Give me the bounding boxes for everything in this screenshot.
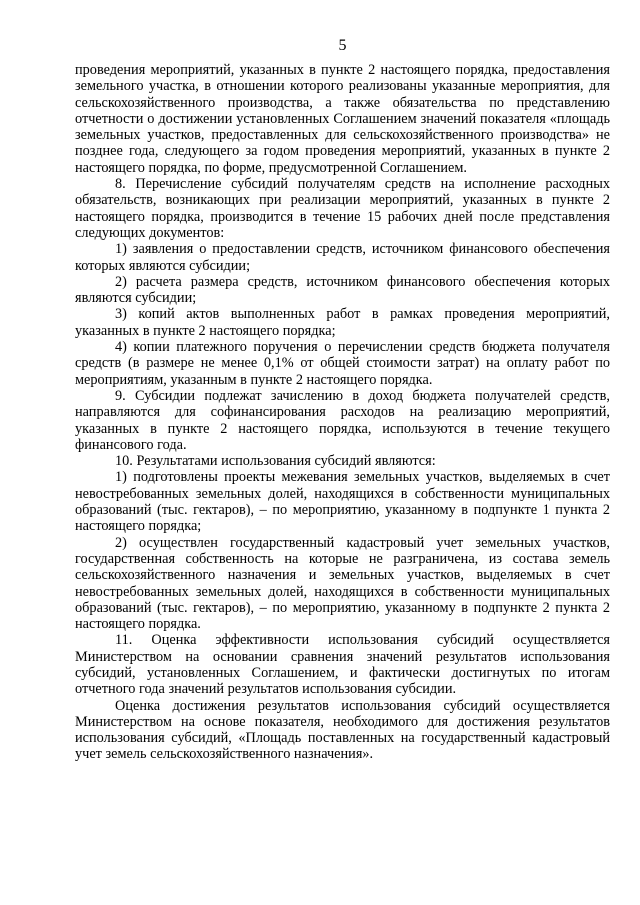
paragraph-subitem-8-3: 3) копий актов выполненных работ в рамках проведения мероприятий, указанных в пункте 2 настоящего порядка; — [75, 306, 610, 339]
paragraph-item-8: 8. Перечисление субсидий получателям средств на исполнение расходных обязательств, возникающих при реализации мероприятий, указанных в пункте 2 настоящего порядка, производится в течение 15 рабочих дней после представления следующих документов: — [75, 176, 610, 241]
paragraph-assessment: Оценка достижения результатов использования субсидий осуществляется Министерством на основе показателя, необходимого для достижения результатов использования субсидий, «Площадь поставленных на государственный кадастровый учет земель сельскохозяйственного назначения». — [75, 697, 610, 763]
paragraph-item-10: 10. Результатами использования субсидий являются: — [115, 453, 436, 470]
paragraph-subitem-10-1: 1) подготовлены проекты межевания земельных участков, выделяемых в счет невостребованных земельных долей, находящихся в собственности муниципальных образований (тыс. гектаров), – по мероприятию, указанному в подпункте 1 пункта 2 настоящего порядка; — [75, 469, 610, 535]
paragraph-item-9: 9. Субсидии подлежат зачислению в доход бюджета получателей средств, направляются для софинансирования расходов на реализацию мероприятий, указанных в пункте 2 настоящего порядка, используются в течение текущего финансового года. — [75, 387, 610, 453]
document-body — [75, 62, 610, 763]
paragraph-subitem-8-2: 2) расчета размера средств, источником финансового обеспечения которых являются субсидии; — [75, 273, 610, 307]
paragraph-subitem-10-2: 2) осуществлен государственный кадастровый учет земельных участков, государственная собственность на которые не разграничена, из состава земель сельскохозяйственного назначения и земельных участков, выделяемых в счет невостребованных земельных долей, находящихся в собственности муниципальных образований (тыс. гектаров), – по мероприятию, указанному в подпункте 2 пункта 2 настоящего порядка. — [75, 534, 610, 633]
paragraph-continuation: проведения мероприятий, указанных в пункте 2 настоящего порядка, предоставления земельного участка, в отношении которого реализованы указанные мероприятия, для сельскохозяйственного производства, а также обязательства по представлению отчетности о достижении установленных Соглашением значений показателя «площадь земельных участков, предоставленных для сельскохозяйственного производства» не позднее года, следующего за годом проведения мероприятий, указанных в пункте 2 настоящего порядка, по форме, предусмотренной Соглашением. — [75, 62, 610, 176]
paragraph-subitem-8-1: 1) заявления о предоставлении средств, источником финансового обеспечения которых являются субсидии; — [75, 241, 610, 274]
paragraph-subitem-8-4: 4) копии платежного поручения о перечислении средств бюджета получателя средств (в размере не менее 0,1% от общей стоимости затрат) на оплату работ по мероприятиям, указанным в пункте 2 настоящего порядка. — [75, 339, 610, 388]
paragraph-item-11: 11. Оценка эффективности использования субсидий осуществляется Министерством на основании сравнения значений результатов использования субсидий, установленных Соглашением, и фактически достигнутых по итогам отчетного года значений результатов использования субсидии. — [75, 632, 610, 698]
page-number: 5 — [338, 37, 347, 54]
